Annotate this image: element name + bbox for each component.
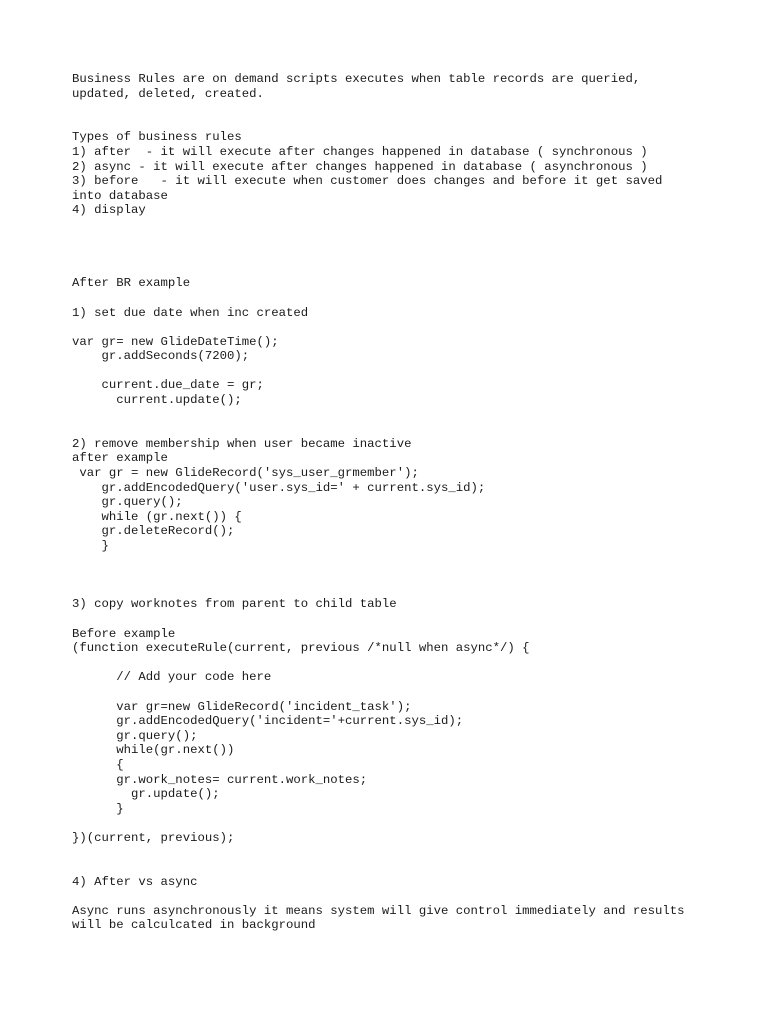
text-line: current.due_date = gr; [72, 378, 264, 393]
text-line: 2) async - it will execute after changes happened in database ( asynchronous ) [72, 159, 648, 174]
text-line: gr.addEncodedQuery('incident='+current.sys_id); [72, 714, 464, 729]
text-line: } [72, 539, 109, 553]
text-line: gr.query(); [72, 728, 198, 743]
text-line: { [72, 757, 124, 772]
text-line: 2) remove membership when user became inactive [72, 436, 412, 451]
text-line [72, 583, 712, 598]
text-line [72, 262, 712, 277]
text-line: gr.work_notes= current.work_notes; [72, 772, 368, 787]
text-line [72, 889, 712, 904]
text-line: 1) set due date when inc created [72, 305, 309, 320]
text-line [72, 422, 712, 437]
text-line [72, 233, 712, 248]
text-line [72, 291, 712, 306]
text-line: var gr=new GlideRecord('incident_task'); [72, 699, 412, 714]
text-line: // Add your code here [72, 670, 272, 685]
text-line: } [72, 801, 124, 816]
text-line: gr.addEncodedQuery('user.sys_id=' + current.sys_id); [72, 480, 486, 495]
text-line [72, 320, 712, 335]
text-line: var gr= new GlideDateTime(); [72, 334, 279, 349]
text-line: })(current, previous); [72, 830, 235, 845]
text-line: gr.update(); [72, 787, 220, 802]
text-line: 1) after - it will execute after changes happened in database ( synchronous ) [72, 144, 648, 159]
text-line [72, 218, 712, 233]
text-line: 3) before - it will execute when customer does changes and before it get saved [72, 174, 663, 189]
text-line: 4) display [72, 203, 146, 218]
text-line: Types of business rules [72, 130, 242, 145]
text-line: current.update(); [72, 393, 242, 408]
text-line [72, 116, 712, 131]
text-line: After BR example [72, 276, 191, 291]
text-line: (function executeRule(current, previous /*null when async*/) { [72, 641, 530, 656]
text-line: Async runs asynchronously it means system will give control immediately and results [72, 903, 685, 918]
text-line [72, 816, 712, 831]
text-line [72, 408, 712, 423]
text-line [72, 568, 712, 583]
text-line: gr.addSeconds(7200); [72, 349, 250, 364]
text-line: while(gr.next()) [72, 743, 235, 758]
text-line [72, 860, 712, 875]
text-line: Business Rules are on demand scripts executes when table records are queried, [72, 72, 641, 86]
text-line: into database [72, 188, 168, 203]
text-line [72, 845, 712, 860]
text-line: var gr = new GlideRecord('sys_user_grmember'); [72, 466, 419, 481]
text-line: Before example [72, 626, 176, 641]
document-body [72, 72, 712, 933]
text-line: updated, deleted, created. [72, 86, 264, 101]
text-line [72, 554, 712, 569]
text-line [72, 656, 712, 671]
text-line [72, 101, 712, 116]
text-line [72, 685, 712, 700]
text-line: while (gr.next()) { [72, 509, 242, 524]
text-line [72, 247, 712, 262]
text-line [72, 612, 712, 627]
text-line: gr.query(); [72, 495, 183, 510]
text-line: gr.deleteRecord(); [72, 524, 235, 539]
text-line: after example [72, 451, 168, 466]
text-line [72, 364, 712, 379]
text-line: 3) copy worknotes from parent to child table [72, 597, 397, 612]
text-line: 4) After vs async [72, 874, 198, 889]
text-line: will be calculcated in background [72, 918, 316, 933]
